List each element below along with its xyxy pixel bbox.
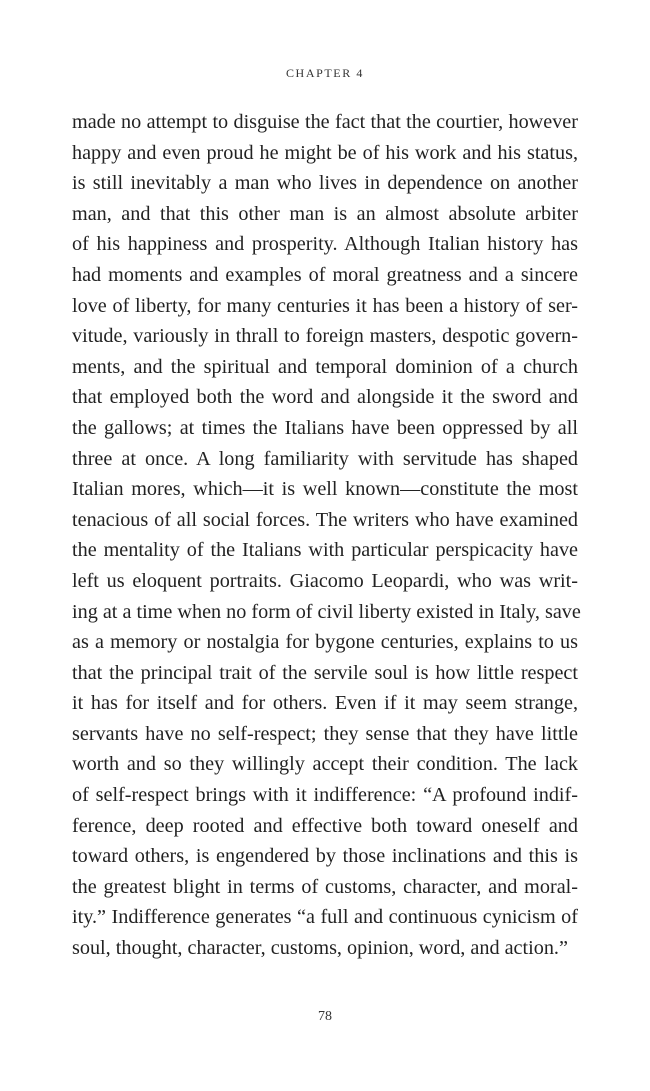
- text-line: soul, thought, character, customs, opinion, word, and action.”: [72, 937, 568, 960]
- text-line: servants have no self-respect; they sense that they have little: [72, 722, 578, 745]
- text-line: ing at a time when no form of civil liberty existed in Italy, save: [72, 600, 581, 623]
- text-line: man, and that this other man is an almost absolute arbiter: [72, 202, 578, 225]
- text-line: is still inevitably a man who lives in dependence on another: [72, 172, 578, 195]
- text-line: three at once. A long familiarity with servitude has shaped: [72, 447, 578, 470]
- text-line: left us eloquent portraits. Giacomo Leopardi, who was writ-: [72, 569, 578, 592]
- text-line: ference, deep rooted and effective both toward oneself and: [72, 814, 578, 837]
- text-line: Italian mores, which—it is well known—constitute the most: [72, 478, 578, 501]
- text-line: the mentality of the Italians with particular perspicacity have: [72, 539, 578, 562]
- running-head: CHAPTER 4: [285, 66, 365, 80]
- text-line: the gallows; at times the Italians have been oppressed by all: [72, 416, 578, 439]
- text-line: vitude, variously in thrall to foreign masters, despotic govern-: [72, 325, 578, 348]
- text-line: love of liberty, for many centuries it has been a history of ser-: [72, 294, 578, 317]
- text-line: that employed both the word and alongside it the sword and: [72, 386, 578, 409]
- text-line: worth and so they willingly accept their condition. The lack: [72, 753, 578, 776]
- text-line: it has for itself and for others. Even if it may seem strange,: [72, 692, 578, 715]
- body-text: [72, 107, 581, 964]
- text-line: had moments and examples of moral greatness and a sincere: [72, 263, 578, 286]
- text-line: tenacious of all social forces. The writers who have examined: [72, 508, 578, 531]
- text-line: of self-respect brings with it indifference: “A profound indif-: [72, 784, 578, 807]
- text-line: as a memory or nostalgia for bygone centuries, explains to us: [72, 631, 578, 654]
- text-line: the greatest blight in terms of customs, character, and moral-: [72, 875, 578, 898]
- text-line: happy and even proud he might be of his work and his status,: [72, 141, 578, 164]
- text-line: of his happiness and prosperity. Although Italian history has: [72, 233, 578, 256]
- page-number: 78: [318, 1009, 332, 1024]
- text-line: ity.” Indifference generates “a full and continuous cynicism of: [72, 906, 578, 929]
- text-line: that the principal trait of the servile soul is how little respect: [72, 661, 578, 684]
- text-line: made no attempt to disguise the fact that the courtier, however: [72, 111, 578, 133]
- text-line: toward others, is engendered by those inclinations and this is: [72, 845, 578, 868]
- text-line: ments, and the spiritual and temporal dominion of a church: [72, 355, 578, 378]
